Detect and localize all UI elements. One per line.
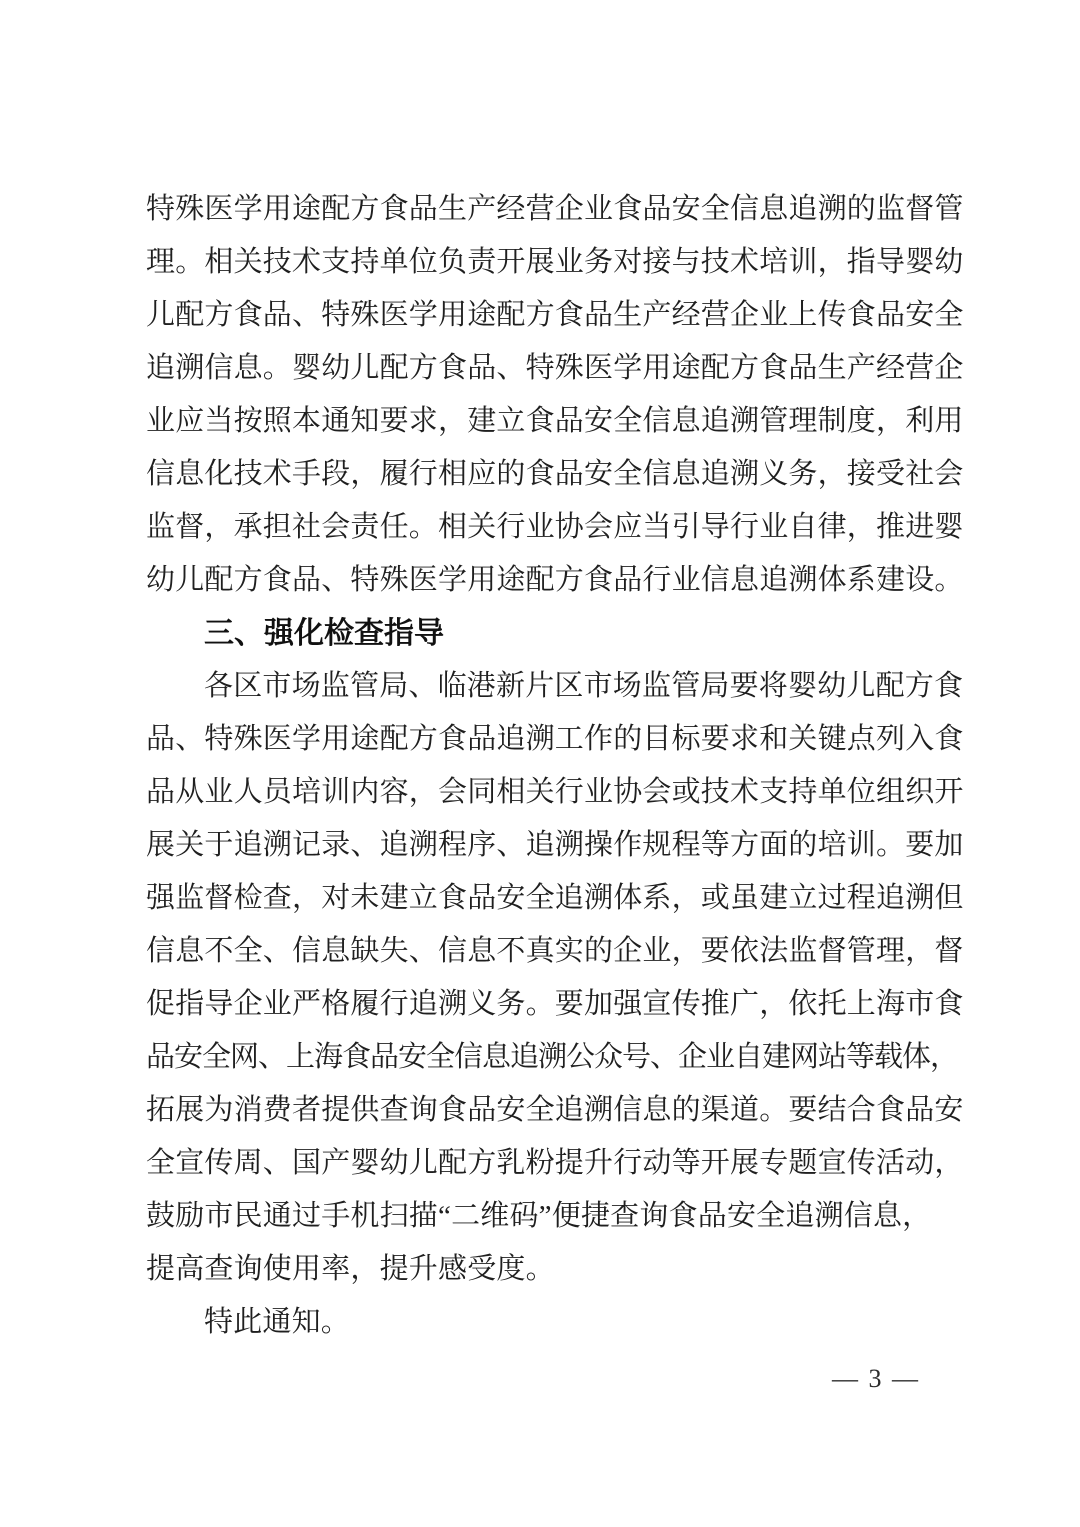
text-line: 品安全网、上海食品安全信息追溯公众号、企业自建网站等载体， (146, 1041, 959, 1073)
closing-line: 特此通知。 (204, 1306, 351, 1338)
page-number: — 3 — (832, 1364, 920, 1393)
section-heading: 三、强化检查指导 (204, 617, 444, 650)
text-line: 品从业人员培训内容，会同相关行业协会或技术支持单位组织开 (146, 776, 964, 808)
text-line: 理。相关技术支持单位负责开展业务对接与技术培训，指导婴幼 (146, 246, 964, 278)
text-line: 强监督检查，对未建立食品安全追溯体系，或虽建立过程追溯但 (146, 882, 964, 914)
text-line: 信息化技术手段，履行相应的食品安全信息追溯义务，接受社会 (146, 458, 964, 490)
text-line: 监督，承担社会责任。相关行业协会应当引导行业自律，推进婴 (146, 511, 964, 543)
text-line: 全宣传周、国产婴幼儿配方乳粉提升行动等开展专题宣传活动， (146, 1147, 964, 1179)
text-line: 追溯信息。婴幼儿配方食品、特殊医学用途配方食品生产经营企 (146, 352, 964, 384)
text-line: 品、特殊医学用途配方食品追溯工作的目标要求和关键点列入食 (146, 723, 964, 755)
text-line: 信息不全、信息缺失、信息不真实的企业，要依法监督管理，督 (146, 935, 964, 967)
document-body (146, 183, 966, 1349)
text-line: 特殊医学用途配方食品生产经营企业食品安全信息追溯的监督管 (146, 193, 964, 225)
text-line: 展关于追溯记录、追溯程序、追溯操作规程等方面的培训。要加 (146, 829, 964, 861)
text-line: 鼓励市民通过手机扫描“二维码”便捷查询食品安全追溯信息， (146, 1200, 932, 1232)
text-line: 提高查询使用率，提升感受度。 (146, 1253, 555, 1285)
text-line: 各区市场监管局、临港新片区市场监管局要将婴幼儿配方食 (204, 670, 964, 702)
text-line: 促指导企业严格履行追溯义务。要加强宣传推广，依托上海市食 (146, 988, 964, 1020)
text-line: 拓展为消费者提供查询食品安全追溯信息的渠道。要结合食品安 (146, 1094, 964, 1126)
text-line: 幼儿配方食品、特殊医学用途配方食品行业信息追溯体系建设。 (146, 564, 964, 596)
text-line: 业应当按照本通知要求，建立食品安全信息追溯管理制度，利用 (146, 405, 964, 437)
text-line: 儿配方食品、特殊医学用途配方食品生产经营企业上传食品安全 (146, 299, 964, 331)
